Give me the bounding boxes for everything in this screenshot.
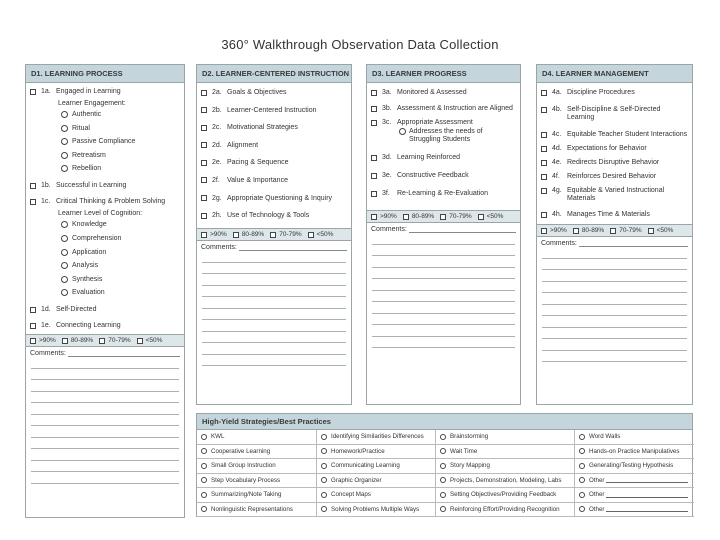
d1-panel	[25, 64, 185, 518]
comment-line[interactable]	[372, 314, 515, 326]
rating-option[interactable]: <50%	[648, 227, 674, 234]
radio-button[interactable]	[579, 477, 585, 483]
d1-header: D1. LEARNING PROCESS	[26, 65, 184, 83]
checkbox[interactable]	[541, 90, 547, 96]
radio-button[interactable]	[61, 221, 68, 228]
radio-button[interactable]	[579, 448, 585, 454]
strategy-option[interactable]: Homework/Practice	[317, 445, 436, 460]
radio-button[interactable]	[579, 434, 585, 440]
checkbox[interactable]	[573, 228, 579, 234]
comment-line[interactable]	[372, 245, 515, 257]
checkbox[interactable]	[541, 107, 547, 113]
strategy-option-other[interactable]: Other	[575, 503, 694, 518]
checkbox[interactable]	[371, 120, 377, 126]
strategy-option-other[interactable]: Other	[575, 474, 694, 489]
d3-ratings	[367, 210, 520, 223]
item-2a[interactable]: 2a. Goals & Objectives	[201, 89, 347, 97]
radio-button[interactable]	[440, 434, 446, 440]
comment-line[interactable]	[202, 332, 346, 344]
needs-option[interactable]: Addresses the needs of Struggling Students	[371, 128, 516, 144]
d3-panel	[366, 64, 521, 405]
item-3e[interactable]: 3e. Constructive Feedback	[371, 172, 516, 180]
strategy-option[interactable]: Word Walls	[575, 430, 694, 445]
d3-header: D3. LEARNER PROGRESS	[367, 65, 520, 83]
comment-line[interactable]	[202, 286, 346, 298]
engagement-label: Learner Engagement:	[58, 100, 126, 107]
engagement-option[interactable]: Ritual	[30, 125, 180, 133]
item-4e[interactable]: 4e. Redirects Disruptive Behavior	[541, 159, 688, 167]
comment-line[interactable]	[202, 355, 346, 367]
d2-panel	[196, 64, 352, 405]
cognition-option[interactable]: Analysis	[30, 262, 180, 270]
radio-button[interactable]	[321, 492, 327, 498]
strategy-option[interactable]: Projects, Demonstration, Modeling, Labs	[436, 474, 575, 489]
checkbox[interactable]	[541, 160, 547, 166]
strategy-option[interactable]: Summarizing/Note Taking	[197, 488, 317, 503]
comment-line[interactable]	[372, 268, 515, 280]
checkbox[interactable]	[541, 212, 547, 218]
checkbox[interactable]	[201, 90, 207, 96]
engagement-option[interactable]: Authentic	[30, 111, 180, 119]
checkbox[interactable]	[30, 183, 36, 189]
radio-button[interactable]	[579, 506, 585, 512]
checkbox[interactable]	[478, 214, 484, 220]
comment-line[interactable]	[542, 259, 687, 271]
item-4f[interactable]: 4f. Reinforces Desired Behavior	[541, 173, 688, 181]
comment-line[interactable]	[31, 380, 179, 392]
item-4h[interactable]: 4h. Manages Time & Materials	[541, 211, 688, 219]
other-input-line[interactable]	[606, 492, 688, 498]
rating-option[interactable]: <50%	[137, 337, 163, 344]
comments-field[interactable]: Comments:	[197, 241, 351, 251]
rating-option[interactable]: 80-89%	[573, 227, 604, 234]
high-yield-header: High-Yield Strategies/Best Practices	[197, 414, 692, 430]
radio-button[interactable]	[440, 477, 446, 483]
comments-field[interactable]: Comments:	[537, 237, 692, 247]
checkbox[interactable]	[201, 195, 207, 201]
checkbox[interactable]	[270, 232, 276, 238]
radio-button[interactable]	[201, 492, 207, 498]
strategy-option[interactable]: KWL	[197, 430, 317, 445]
rating-option[interactable]: >90%	[541, 227, 567, 234]
checkbox[interactable]	[371, 155, 377, 161]
strategy-option[interactable]: Wait Time	[436, 445, 575, 460]
rating-option[interactable]: 80-89%	[62, 337, 93, 344]
checkbox[interactable]	[201, 142, 207, 148]
comment-line[interactable]	[542, 293, 687, 305]
strategy-option[interactable]: Concept Maps	[317, 488, 436, 503]
checkbox[interactable]	[541, 188, 547, 194]
radio-button[interactable]	[440, 463, 446, 469]
d2-ratings	[197, 228, 351, 241]
rating-option[interactable]: >90%	[371, 213, 397, 220]
comment-line[interactable]	[542, 282, 687, 294]
item-3d[interactable]: 3d. Learning Reinforced	[371, 154, 516, 162]
radio-button[interactable]	[201, 463, 207, 469]
checkbox[interactable]	[137, 338, 143, 344]
comment-line[interactable]	[31, 472, 179, 484]
strategy-option[interactable]: Step Vocabulary Process	[197, 474, 317, 489]
other-input-line[interactable]	[606, 477, 688, 483]
comment-line[interactable]	[542, 270, 687, 282]
comment-line[interactable]	[31, 438, 179, 450]
item-4g[interactable]: 4g. Equitable & Varied Instructional Materials	[541, 187, 688, 203]
high-yield-grid	[197, 430, 692, 517]
item-4c[interactable]: 4c. Equitable Teacher Student Interactions	[541, 131, 688, 139]
item-4d[interactable]: 4d. Expectations for Behavior	[541, 145, 688, 153]
radio-button[interactable]	[61, 276, 68, 283]
checkbox[interactable]	[403, 214, 409, 220]
radio-button[interactable]	[321, 448, 327, 454]
engagement-option[interactable]: Rebellion	[30, 165, 180, 173]
item-2c[interactable]: 2c. Motivational Strategies	[201, 124, 347, 132]
strategy-option[interactable]: Communicating Learning	[317, 459, 436, 474]
item-2f[interactable]: 2f. Value & Importance	[201, 177, 347, 185]
comment-line[interactable]	[372, 337, 515, 349]
checkbox[interactable]	[371, 106, 377, 112]
checkbox[interactable]	[610, 228, 616, 234]
comment-line[interactable]	[542, 247, 687, 259]
comment-line[interactable]	[372, 325, 515, 337]
item-4b[interactable]: 4b. Self-Discipline & Self-Directed Learning	[541, 106, 688, 122]
strategy-option[interactable]: Reinforcing Effort/Providing Recognition	[436, 503, 575, 518]
checkbox[interactable]	[308, 232, 314, 238]
radio-button[interactable]	[440, 448, 446, 454]
radio-button[interactable]	[321, 463, 327, 469]
item-1a[interactable]: 1a. Engaged in Learning	[30, 88, 180, 96]
comment-line[interactable]	[31, 392, 179, 404]
comment-line[interactable]	[31, 415, 179, 427]
checkbox[interactable]	[30, 307, 36, 313]
item-2h[interactable]: 2h. Use of Technology & Tools	[201, 212, 347, 220]
radio-button[interactable]	[61, 152, 68, 159]
comment-line[interactable]	[31, 403, 179, 415]
cognition-label: Learner Level of Cognition:	[58, 210, 143, 218]
radio-button[interactable]	[440, 506, 446, 512]
checkbox[interactable]	[30, 89, 36, 95]
item-2d[interactable]: 2d. Alignment	[201, 142, 347, 150]
rating-option[interactable]: 80-89%	[233, 231, 264, 238]
checkbox[interactable]	[541, 132, 547, 138]
comment-line[interactable]	[542, 339, 687, 351]
comment-line[interactable]	[202, 263, 346, 275]
strategy-option[interactable]: Identifying Similarities Differences	[317, 430, 436, 445]
checkbox[interactable]	[30, 323, 36, 329]
comment-line[interactable]	[31, 369, 179, 381]
comment-line[interactable]	[202, 309, 346, 321]
d4-panel	[536, 64, 693, 405]
radio-button[interactable]	[61, 262, 68, 269]
item-1e[interactable]: 1e. Connecting Learning	[30, 322, 180, 330]
checkbox[interactable]	[201, 213, 207, 219]
item-3b[interactable]: 3b. Assessment & Instruction are Aligned	[371, 105, 516, 113]
item-3f[interactable]: 3f. Re-Learning & Re-Evaluation	[371, 190, 516, 198]
item-2e[interactable]: 2e. Pacing & Sequence	[201, 159, 347, 167]
comment-line[interactable]	[202, 320, 346, 332]
checkbox[interactable]	[648, 228, 654, 234]
item-1b[interactable]: 1b. Successful in Learning	[30, 182, 180, 190]
comment-line[interactable]	[372, 233, 515, 245]
radio-button[interactable]	[321, 506, 327, 512]
checkbox[interactable]	[541, 174, 547, 180]
checkbox[interactable]	[371, 90, 377, 96]
engagement-option[interactable]: Passive Compliance	[30, 138, 180, 146]
strategy-option[interactable]: Hands-on Practice Manipulatives	[575, 445, 694, 460]
radio-button[interactable]	[61, 165, 68, 172]
checkbox[interactable]	[371, 191, 377, 197]
item-4a[interactable]: 4a. Discipline Procedures	[541, 89, 688, 97]
rating-option[interactable]: 70-79%	[99, 337, 130, 344]
checkbox[interactable]	[371, 214, 377, 220]
strategy-option[interactable]: Brainstorming	[436, 430, 575, 445]
comment-line[interactable]	[372, 291, 515, 303]
rating-option[interactable]: <50%	[308, 231, 334, 238]
comment-line[interactable]	[31, 426, 179, 438]
rating-option[interactable]: 70-79%	[270, 231, 301, 238]
rating-option[interactable]: <50%	[478, 213, 504, 220]
comment-line[interactable]	[202, 251, 346, 263]
cognition-option[interactable]: Comprehension	[30, 235, 180, 243]
item-1d[interactable]: 1d. Self-Directed	[30, 306, 180, 314]
radio-button[interactable]	[201, 434, 207, 440]
comment-line[interactable]	[542, 305, 687, 317]
radio-button[interactable]	[201, 506, 207, 512]
checkbox[interactable]	[62, 338, 68, 344]
comment-line[interactable]	[31, 461, 179, 473]
cognition-option[interactable]: Knowledge	[30, 221, 180, 229]
checkbox[interactable]	[201, 160, 207, 166]
item-1c[interactable]: 1c. Critical Thinking & Problem Solving	[30, 198, 180, 206]
comment-line[interactable]	[202, 297, 346, 309]
radio-button[interactable]	[61, 111, 68, 118]
page-title: 360° Walkthrough Observation Data Collection	[221, 37, 499, 52]
item-3a[interactable]: 3a. Monitored & Assessed	[371, 89, 516, 97]
d4-ratings	[537, 224, 692, 237]
rating-option[interactable]: >90%	[30, 337, 56, 344]
comment-line[interactable]	[542, 328, 687, 340]
checkbox[interactable]	[541, 228, 547, 234]
checkbox[interactable]	[30, 199, 36, 205]
comment-line[interactable]	[542, 316, 687, 328]
strategy-option[interactable]: Solving Problems Multiple Ways	[317, 503, 436, 518]
radio-button[interactable]	[61, 125, 68, 132]
high-yield-panel	[196, 413, 693, 517]
radio-button[interactable]	[321, 434, 327, 440]
cognition-option[interactable]: Evaluation	[30, 289, 180, 297]
strategy-option-other[interactable]: Other	[575, 488, 694, 503]
d4-header: D4. LEARNER MANAGEMENT	[537, 65, 692, 83]
checkbox[interactable]	[201, 232, 207, 238]
d1-ratings	[26, 334, 184, 347]
radio-button[interactable]	[61, 289, 68, 296]
radio-button[interactable]	[201, 448, 207, 454]
radio-button[interactable]	[579, 492, 585, 498]
comments-field[interactable]: Comments:	[26, 347, 184, 357]
radio-button[interactable]	[399, 128, 406, 135]
strategy-option[interactable]: Graphic Organizer	[317, 474, 436, 489]
radio-button[interactable]	[579, 463, 585, 469]
item-2b[interactable]: 2b. Learner-Centered Instruction	[201, 107, 347, 115]
comment-line[interactable]	[372, 256, 515, 268]
checkbox[interactable]	[371, 173, 377, 179]
comment-line[interactable]	[31, 449, 179, 461]
checkbox[interactable]	[233, 232, 239, 238]
comment-line[interactable]	[31, 357, 179, 369]
checkbox[interactable]	[440, 214, 446, 220]
radio-button[interactable]	[61, 138, 68, 145]
comment-line[interactable]	[372, 302, 515, 314]
comments-field[interactable]: Comments:	[367, 223, 520, 233]
rating-option[interactable]: >90%	[201, 231, 227, 238]
radio-button[interactable]	[61, 249, 68, 256]
radio-button[interactable]	[321, 477, 327, 483]
comment-line[interactable]	[542, 351, 687, 363]
radio-button[interactable]	[440, 492, 446, 498]
radio-button[interactable]	[201, 477, 207, 483]
other-input-line[interactable]	[606, 506, 688, 512]
item-2g[interactable]: 2g. Appropriate Questioning & Inquiry	[201, 195, 347, 203]
item-3c[interactable]: 3c. Appropriate Assessment	[371, 119, 516, 127]
strategy-option[interactable]: Small Group Instruction	[197, 459, 317, 474]
rating-option[interactable]: 70-79%	[610, 227, 641, 234]
strategy-option[interactable]: Setting Objectives/Providing Feedback	[436, 488, 575, 503]
comment-line[interactable]	[202, 274, 346, 286]
strategy-option[interactable]: Story Mapping	[436, 459, 575, 474]
rating-option[interactable]: 80-89%	[403, 213, 434, 220]
checkbox[interactable]	[541, 146, 547, 152]
checkbox[interactable]	[30, 338, 36, 344]
comment-line[interactable]	[202, 343, 346, 355]
cognition-option[interactable]: Application	[30, 249, 180, 257]
radio-button[interactable]	[61, 235, 68, 242]
strategy-option[interactable]: Nonlinguistic Representations	[197, 503, 317, 518]
comment-line[interactable]	[372, 279, 515, 291]
cognition-option[interactable]: Synthesis	[30, 276, 180, 284]
checkbox[interactable]	[201, 177, 207, 183]
strategy-option[interactable]: Cooperative Learning	[197, 445, 317, 460]
checkbox[interactable]	[201, 107, 207, 113]
checkbox[interactable]	[201, 125, 207, 131]
engagement-option[interactable]: Retreatism	[30, 152, 180, 160]
strategy-option[interactable]: Generating/Testing Hypothesis	[575, 459, 694, 474]
checkbox[interactable]	[99, 338, 105, 344]
rating-option[interactable]: 70-79%	[440, 213, 471, 220]
d2-header: D2. LEARNER-CENTERED INSTRUCTION	[197, 65, 351, 83]
